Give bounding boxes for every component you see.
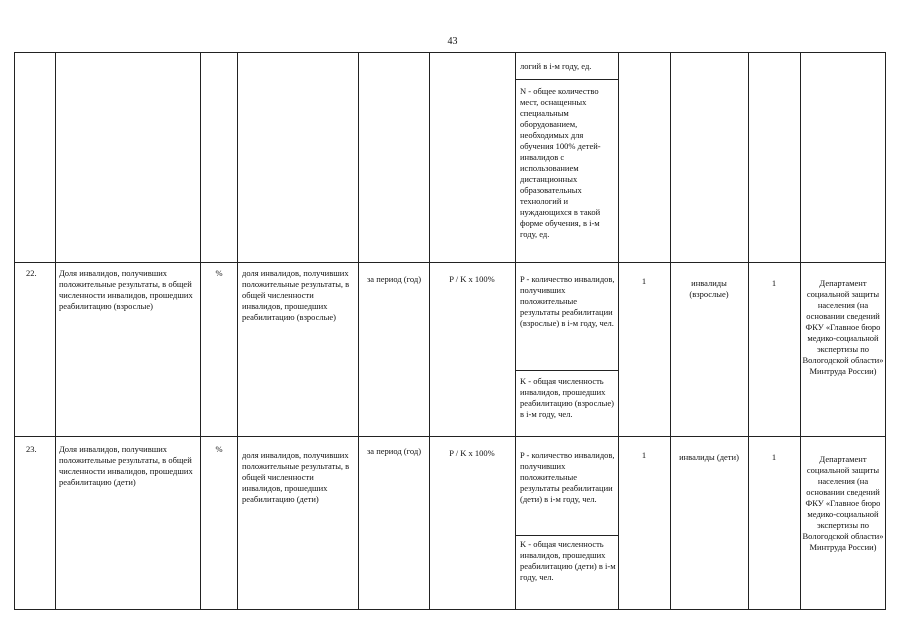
row-23-unit: % <box>215 444 223 454</box>
continuation-tail: логий в i-м году, ед. <box>520 61 592 71</box>
row-23-name: Доля инвалидов, получивших положительные результаты, в общей численности инвалидов, прошедших реабилитацию (дети) <box>59 444 193 487</box>
row-22-value-two: 1 <box>771 278 777 288</box>
row-22-period: за период (год) <box>366 274 422 284</box>
row-23-definition: доля инвалидов, получивших положительные результаты, в общей численности инвалидов, прошедших реабилитацию (дети) <box>242 450 350 504</box>
row-23-responsible: Департамент социальной защиты населения (на основании сведений ФКУ «Главное бюро медико-социальной экспертизы по Вологодской области» Минтруда России) <box>802 454 884 552</box>
row-22-k-definition: K - общая численность инвалидов, прошедших реабилитацию (взрослые) в i-м году, чел. <box>520 376 614 419</box>
row-23-formula: P / K x 100% <box>449 448 495 458</box>
row-22-category: инвалиды (взрослые) <box>689 278 729 299</box>
row-22-definition: доля инвалидов, получивших положительные результаты, в общей численности инвалидов, прошедших реабилитацию (взрослые) <box>242 268 350 322</box>
row-22-unit: % <box>215 268 223 278</box>
row-22-formula: P / K x 100% <box>449 274 495 284</box>
row-23-value-two: 1 <box>771 452 777 462</box>
n-definition: N - общее количество мест, оснащенных специальным оборудованием, необходимых для обучения 100% детей-инвалидов с использованием дистанционных образовательных технологий и нуждающихся в такой форме обучения, в i-м году, ед. <box>520 86 601 239</box>
row-22-name: Доля инвалидов, получивших положительные результаты, в общей численности инвалидов, прошедших реабилитацию (взрослые) <box>59 268 193 311</box>
row-23-number: 23. <box>26 444 37 454</box>
page-number: 43 <box>447 36 458 47</box>
row-22-number: 22. <box>26 268 37 278</box>
row-23-category: инвалиды (дети) <box>679 452 739 462</box>
indicator-table <box>14 52 886 610</box>
row-23-p-definition: P - количество инвалидов, получивших положительные результаты реабилитации (дети) в i-м году, чел. <box>520 450 615 504</box>
row-22-p-definition: P - количество инвалидов, получивших положительные результаты реабилитации (взрослые) в i-м году, чел. <box>520 274 615 328</box>
row-22-responsible: Департамент социальной защиты населения (на основании сведений ФКУ «Главное бюро медико-социальной экспертизы по Вологодской области» Минтруда России) <box>802 278 884 376</box>
row-23-period: за период (год) <box>366 446 422 456</box>
row-22-value-one: 1 <box>641 276 647 286</box>
row-23-value-one: 1 <box>641 450 647 460</box>
row-23-k-definition: K - общая численность инвалидов, прошедших реабилитацию (дети) в i-м году, чел. <box>520 539 616 582</box>
